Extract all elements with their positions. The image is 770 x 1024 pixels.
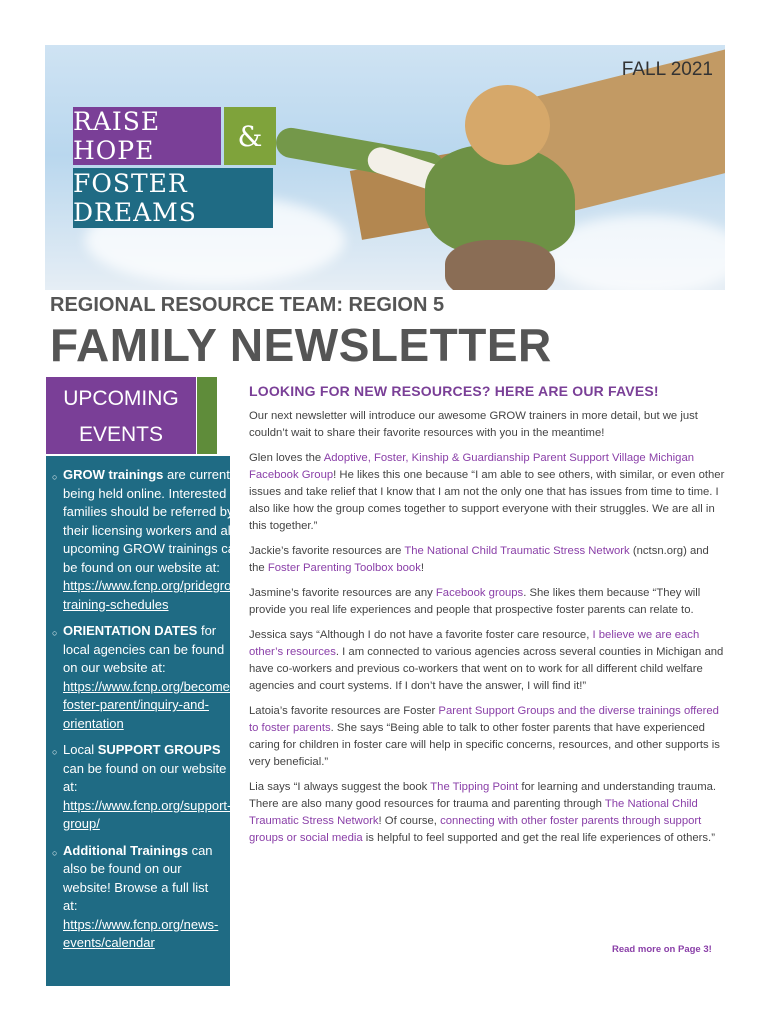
event-link-grow[interactable]: https://www.fcnp.org/pridegrow-training-schedules — [63, 578, 246, 612]
logo-ampersand: & — [224, 107, 276, 165]
events-panel — [46, 456, 246, 986]
para-text: ! — [420, 562, 425, 574]
para-text: is helpful to feel supported and get the real life experiences of others.” — [362, 832, 715, 844]
event-link-calendar[interactable]: https://www.fcnp.org/news-events/calendar — [63, 916, 219, 950]
hero-image — [45, 45, 725, 290]
newsletter-subtitle: REGIONAL RESOURCE TEAM: REGION 5 — [50, 294, 445, 316]
circle-bullet-icon: ○ — [52, 628, 58, 638]
event-item-support-groups — [52, 741, 232, 834]
resource-link-toolbox-book[interactable]: Foster Parenting Toolbox book — [267, 562, 421, 574]
para-text: Jasmine’s favorite resources are any — [249, 587, 436, 599]
para-text: Latoia’s favorite resources are Foster — [249, 705, 439, 717]
article-jackie — [249, 543, 727, 577]
para-text: ! He likes this one because “I am able to see others, with similar, or even other issues and take relief that I know that I am not the only one that has issues from time to time. I also like how the group comes together to support everyone with their struggles. We are all in this together.” — [249, 469, 725, 532]
para-text: . She says “Being able to talk to other foster parents that have experienced caring for children in foster care will help in specific concerns, resources, and other supports is very beneficial.” — [249, 722, 720, 768]
para-text: Jackie’s favorite resources are — [249, 545, 405, 557]
event-item-grow — [52, 466, 246, 614]
event-item-additional-trainings — [52, 842, 226, 953]
resource-link-nctsn[interactable]: The National Child Traumatic Stress Network — [404, 545, 630, 557]
article-jasmine — [249, 585, 727, 619]
article-lia — [249, 779, 727, 847]
article-glen — [249, 450, 727, 535]
event-pre-text: Local — [63, 742, 98, 757]
circle-bullet-icon: ○ — [52, 747, 58, 757]
resource-highlight-each-other[interactable]: I believe we are each other’s resources — [249, 629, 700, 658]
article-latoia — [249, 703, 727, 771]
para-text: Glen loves the — [249, 452, 324, 464]
logo-raise-hope: RAISE HOPE — [73, 107, 221, 165]
resource-link-tipping-point[interactable]: The Tipping Point — [430, 781, 519, 793]
resources-article — [249, 383, 727, 855]
newsletter-title: FAMILY NEWSLETTER — [50, 319, 552, 371]
read-more-link[interactable]: Read more on Page 3! — [612, 944, 712, 955]
resource-link-facebook-groups[interactable]: Facebook groups — [435, 587, 524, 599]
resource-link-facebook-village[interactable]: Adoptive, Foster, Kinship & Guardianship Parent Support Village Michigan Facebook Group — [249, 452, 695, 481]
event-text: can be found on our website at: — [63, 760, 227, 794]
article-intro: Our next newsletter will introduce our awesome GROW trainers in more detail, but we just couldn’t wait to share their favorite resources with you in the meantime! — [249, 410, 698, 439]
event-text: can also be found on our website! Browse a full list at: — [63, 842, 213, 913]
event-link-support-groups[interactable]: https://www.fcnp.org/support-group/ — [63, 797, 232, 831]
event-link-orientation[interactable]: https://www.fcnp.org/become-foster-parent/inquiry-and-orientation — [63, 678, 235, 731]
para-text: (nctsn.org) and the — [249, 545, 709, 574]
event-bold: ORIENTATION DATES — [63, 623, 198, 638]
event-item-orientation — [52, 622, 235, 733]
para-text: for learning and understanding trauma. There are also many good resources for trauma and parenting through — [249, 781, 717, 810]
adult-hands-shape — [445, 240, 555, 290]
events-accent-bar — [197, 377, 217, 454]
resource-link-support-groups[interactable]: Parent Support Groups and the diverse trainings offered to foster parents — [249, 705, 719, 734]
article-jessica — [249, 627, 727, 695]
circle-bullet-icon: ○ — [52, 847, 58, 858]
article-title: LOOKING FOR NEW RESOURCES? HERE ARE OUR FAVES! — [249, 383, 659, 399]
events-heading-line2: EVENTS — [78, 423, 164, 446]
event-bold: GROW trainings — [63, 467, 164, 482]
event-bold: SUPPORT GROUPS — [97, 742, 221, 757]
resource-link-nctsn-2[interactable]: The National Child Traumatic Stress Network — [249, 798, 698, 827]
events-heading-line1: UPCOMING — [63, 387, 179, 410]
para-text: Lia says “I always suggest the book — [249, 781, 431, 793]
resource-link-connecting[interactable]: connecting with other foster parents through support groups or social media — [249, 815, 702, 844]
upcoming-events-heading — [46, 377, 196, 454]
logo — [73, 107, 276, 165]
season-label: FALL 2021 — [621, 59, 713, 80]
event-text: are currently being held online. Interested families should be referred by their licensing workers and all upcoming GROW trainings can be found on our website at: — [63, 467, 243, 575]
logo-foster-dreams: FOSTER DREAMS — [73, 168, 273, 228]
para-text: ! Of course, — [378, 815, 441, 827]
para-text: . I am connected to various agencies across several counties in Michigan and have co-workers and previous co-workers that went on to work for all different child welfare agencies and court systems. If I don’t have the answer, I will find it!” — [249, 646, 724, 692]
para-text: . She likes them because “They will provide you real life experiences and people that prospective foster parents can relate to. — [249, 587, 701, 616]
para-text: Jessica says “Although I do not have a favorite foster care resource, — [249, 629, 593, 641]
child-head-shape — [465, 85, 550, 165]
event-text: for local agencies can be found on our website at: — [63, 623, 225, 675]
event-bold: Additional Trainings — [63, 842, 188, 858]
circle-bullet-icon: ○ — [52, 472, 58, 482]
